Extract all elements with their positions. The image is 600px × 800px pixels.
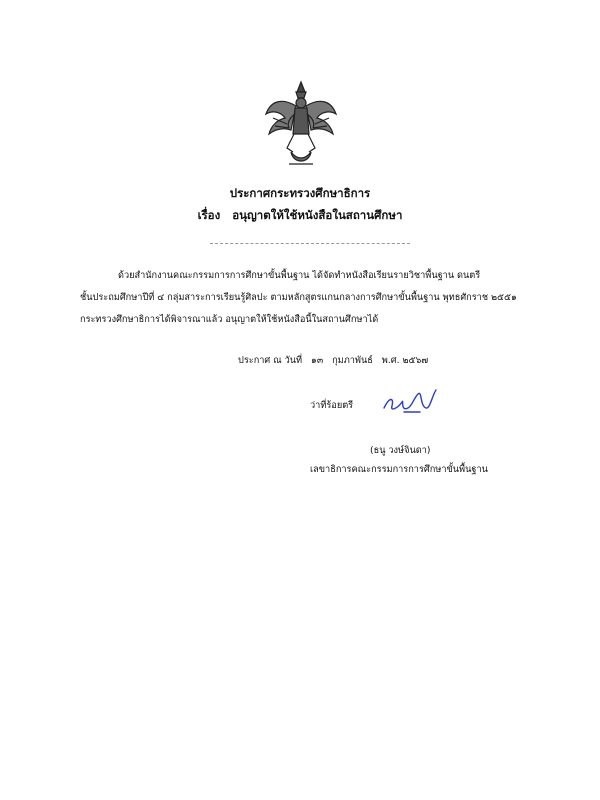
announcement-year: พ.ศ. ๒๕๖๗	[381, 355, 429, 366]
title-divider	[210, 243, 410, 244]
garuda-emblem-icon	[263, 80, 339, 168]
subject-label: เรื่อง	[197, 208, 221, 222]
announcement-prefix: ประกาศ ณ วันที่	[238, 355, 303, 366]
body-line-3: กระทรวงศึกษาธิการได้พิจารณาแล้ว อนุญาตให้ใช้หนังสือนี้ในสถานศึกษาได้	[80, 314, 379, 325]
document-subject	[0, 207, 600, 225]
signer-position: เลขาธิการคณะกรรมการการศึกษาขั้นพื้นฐาน	[310, 464, 488, 475]
body-line-2: ชั้นประถมศึกษาปีที่ ๔ กลุ่มสาระการเรียนรู้ศิลปะ ตามหลักสูตรแกนกลางการศึกษาขั้นพื้นฐาน พุทธศักราช ๒๕๕๑	[80, 292, 517, 303]
signer-name: (ธนู วงษ์จินดา)	[370, 445, 431, 456]
document-title: ประกาศกระทรวงศึกษาธิการ	[229, 186, 371, 200]
subject-text: อนุญาตให้ใช้หนังสือในสถานศึกษา	[232, 208, 403, 222]
announcement-day: ๑๓	[311, 355, 324, 366]
handwritten-signature	[380, 386, 440, 416]
announcement-date	[238, 353, 434, 368]
announcement-month: กุมภาพันธ์	[332, 355, 373, 366]
body-line-1: ด้วยสำนักงานคณะกรรมการการศึกษาขั้นพื้นฐาน ได้จัดทำหนังสือเรียนรายวิชาพื้นฐาน ดนตรี	[118, 270, 481, 281]
signer-rank: ว่าที่ร้อยตรี	[310, 400, 354, 411]
